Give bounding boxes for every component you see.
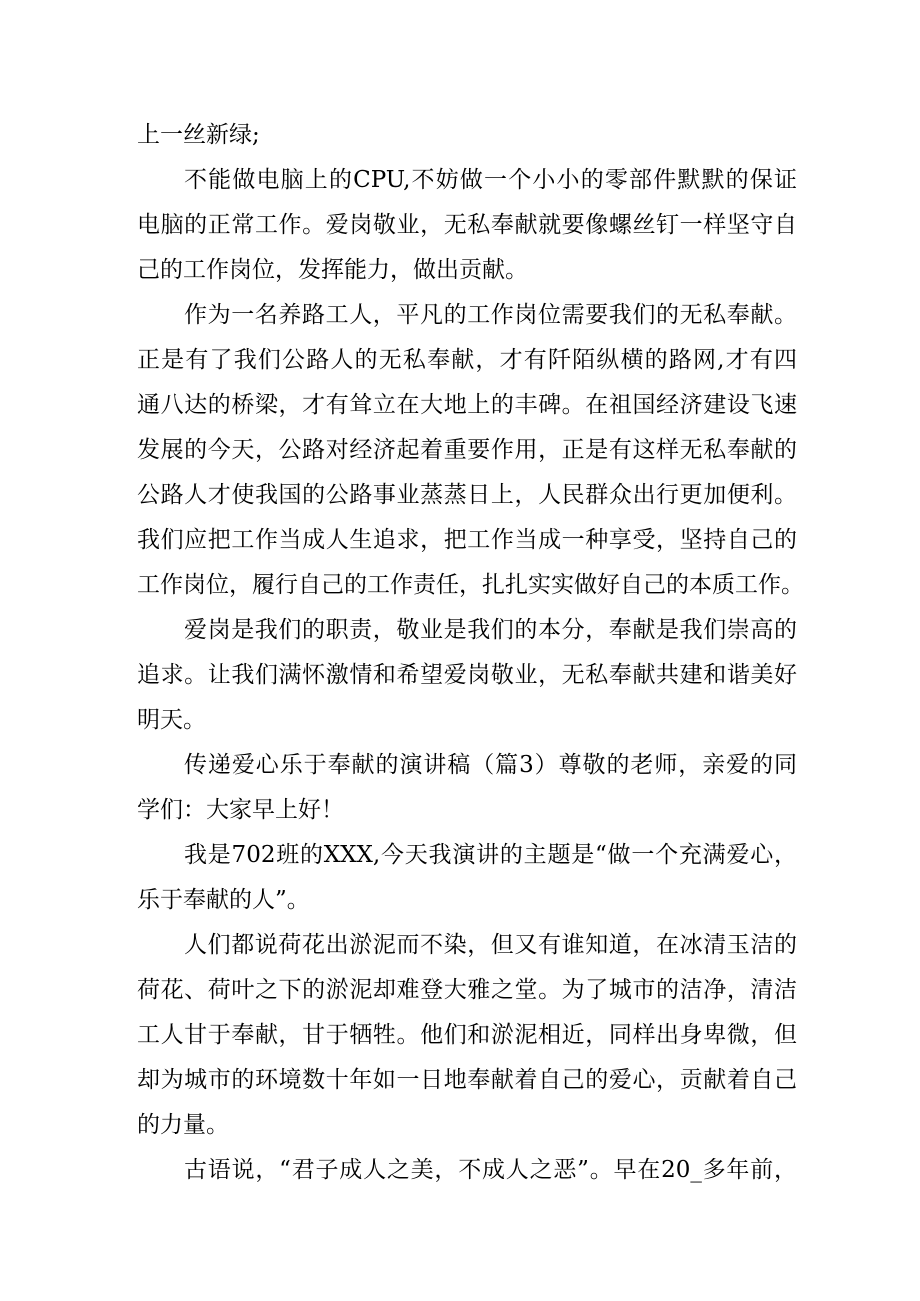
text-line: 的力量。	[137, 1112, 229, 1138]
text-line: 人们都说荷花出淤泥而不染，但又有谁知道，在冰清玉洁的	[184, 932, 797, 958]
text-line: 不能做电脑上的CPU,不妨做一个小小的零部件默默的保证	[184, 167, 797, 193]
text-line: 发展的今天，公路对经济起着重要作用，正是有这样无私奉献的	[137, 437, 797, 463]
text-line: 明天。	[137, 707, 206, 733]
text-line: 工作岗位，履行自己的工作责任，扎扎实实做好自己的本质工作。	[137, 572, 804, 598]
text-line: 正是有了我们公路人的无私奉献，才有阡陌纵横的路网,才有四	[137, 347, 797, 373]
text-line: 我是702班的XXX,今天我演讲的主题是“做一个充满爱心，	[184, 842, 797, 868]
text-line: 我们应把工作当成人生追求，把工作当成一种享受，坚持自己的	[137, 527, 797, 553]
text-line: 公路人才使我国的公路事业蒸蒸日上，人民群众出行更加便利。	[137, 482, 797, 508]
text-line: 工人甘于奉献，甘于牺牲。他们和淤泥相近，同样出身卑微，但	[137, 1022, 797, 1048]
text-line: 爱岗是我们的职责，敬业是我们的本分，奉献是我们崇高的	[184, 617, 797, 643]
text-line: 乐于奉献的人”。	[137, 887, 310, 913]
text-line: 追求。让我们满怀激情和希望爱岗敬业，无私奉献共建和谐美好	[137, 662, 797, 688]
text-line: 上一丝新绿;	[137, 122, 260, 148]
text-line: 电脑的正常工作。爱岗敬业，无私奉献就要像螺丝钉一样坚守自	[137, 212, 797, 238]
text-line: 学们：大家早上好！	[137, 797, 344, 823]
text-line: 己的工作岗位，发挥能力，做出贡献。	[137, 257, 528, 283]
text-line: 通八达的桥梁，才有耸立在大地上的丰碑。在祖国经济建设飞速	[137, 392, 797, 418]
text-line: 作为一名养路工人，平凡的工作岗位需要我们的无私奉献。	[184, 302, 797, 328]
text-line: 荷花、荷叶之下的淤泥却难登大雅之堂。为了城市的洁净，清洁	[137, 977, 797, 1003]
text-line: 传递爱心乐于奉献的演讲稿（篇3）尊敬的老师，亲爱的同	[184, 752, 797, 778]
text-line: 却为城市的环境数十年如一日地奉献着自己的爱心，贡献着自己	[137, 1067, 797, 1093]
text-line: 古语说，“君子成人之美，不成人之恶”。早在20_多年前，	[184, 1157, 797, 1183]
